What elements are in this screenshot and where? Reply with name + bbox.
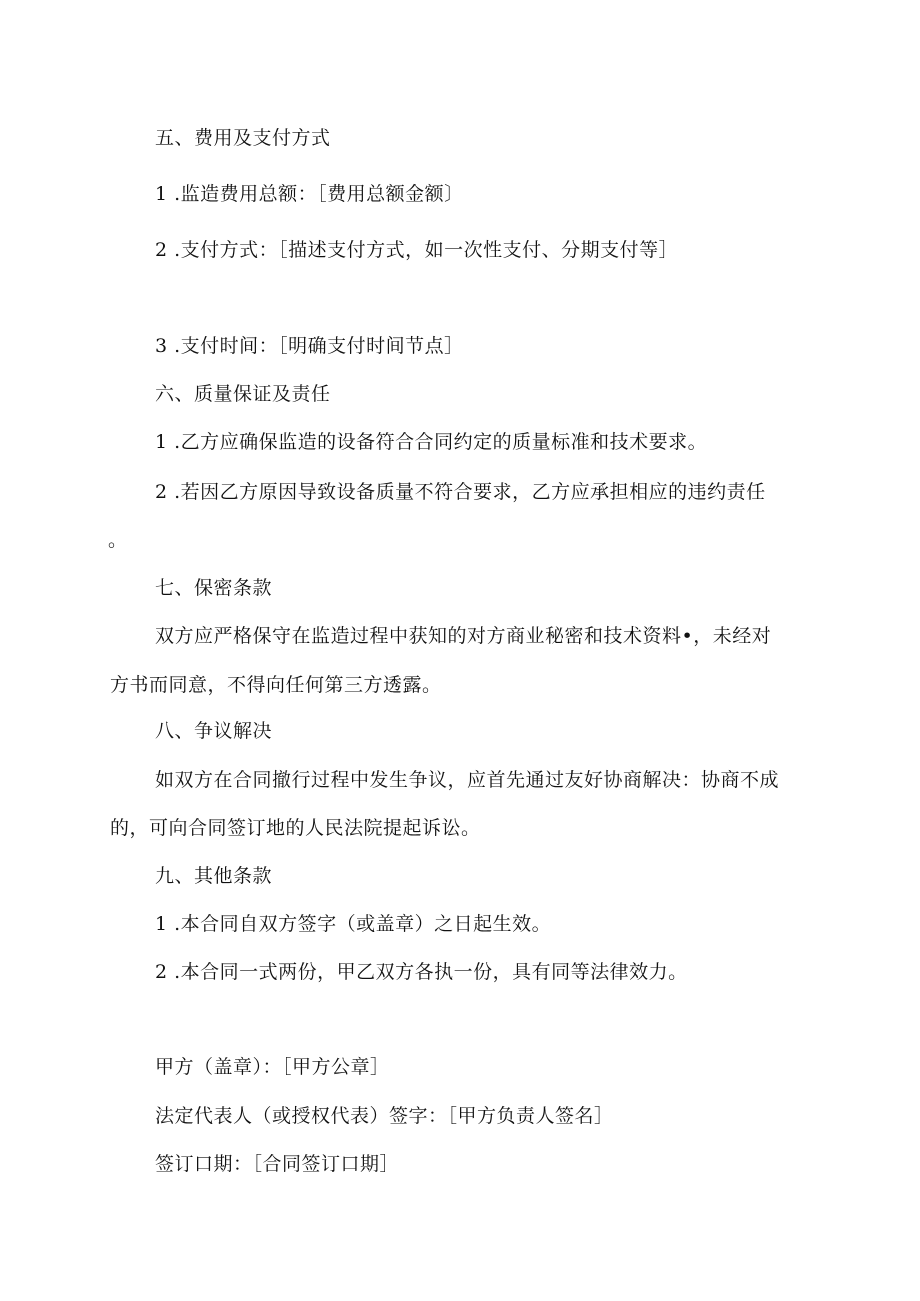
- section-5-item-3: 3 .支付时间：［明确支付时间节点］: [155, 335, 464, 357]
- section-6-item-1: 1 .乙方应确保监造的设备符合合同约定的质量标准和技术要求。: [155, 431, 708, 453]
- legal-representative-line: 法定代表人（或授权代表）签字：［甲方负责人签名］: [155, 1105, 614, 1127]
- section-9-heading: 九、其他条款: [155, 865, 273, 887]
- signing-date-line: 签订口期：［合同签订口期］: [155, 1153, 400, 1175]
- section-5-heading: 五、费用及支付方式: [155, 127, 331, 149]
- section-8-para-line-1: 如双方在合同撤行过程中发生争议，应首先通过友好协商解决：协商不成: [155, 769, 780, 791]
- section-6-item-2-line-1: 2 .若因乙方原因导致设备质量不符合要求，乙方应承担相应的违约责任: [155, 481, 766, 503]
- section-5-item-1: 1 .监造费用总额：［费用总额金额〕: [155, 183, 464, 205]
- section-7-heading: 七、保密条款: [155, 577, 273, 599]
- party-a-seal-line: 甲方（盖章）：［甲方公章］: [155, 1056, 390, 1078]
- section-9-item-2: 2 .本合同一式两份，甲乙双方各执一份，具有同等法律效力。: [155, 961, 688, 983]
- section-7-para-line-1: 双方应严格保守在监造过程中获知的对方商业秘密和技术资料•，未经对: [155, 625, 772, 647]
- section-8-heading: 八、争议解决: [155, 720, 273, 742]
- section-6-heading: 六、质量保证及责任: [155, 383, 331, 405]
- section-9-item-1: 1 .本合同自双方签字（或盖章）之日起生效。: [155, 913, 552, 935]
- section-7-para-line-2: 方书而同意，不得向任何第三方透露。: [110, 674, 442, 696]
- section-6-item-2-line-2: 。: [108, 529, 128, 551]
- section-5-item-2: 2 .支付方式：［描述支付方式，如一次性支付、分期支付等］: [155, 239, 679, 261]
- section-8-para-line-2: 的，可向合同签订地的人民法院提起诉讼。: [110, 817, 481, 839]
